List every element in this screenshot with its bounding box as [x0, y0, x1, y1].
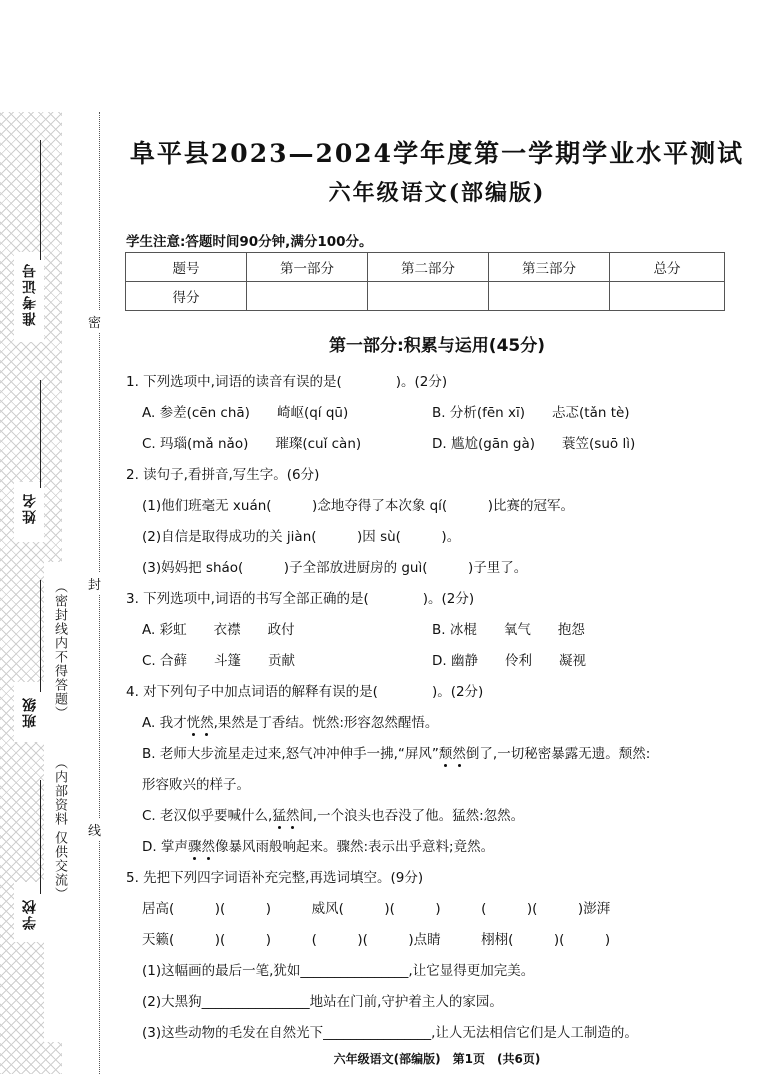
exam-number-underline	[40, 140, 41, 260]
school-underline	[40, 780, 41, 894]
q5-stem: 5. 先把下列四字词语补充完整,再选词填空。(9分)	[126, 870, 424, 886]
q3-option-b[interactable]: B. 冰棍 氧气 抱怨	[432, 622, 585, 638]
q4-option-c[interactable]	[142, 804, 524, 824]
emphasis-dotted-char: 骤	[187, 839, 202, 855]
page-footer: 六年级语文(部编版) 第1页 (共6页)	[333, 1052, 541, 1066]
emphasis-dotted-char: 猛	[272, 808, 286, 824]
q2-sentence-1: (1)他们班毫无 xuán( )念地夺得了本次象 qí( )比赛的冠军。	[142, 498, 574, 514]
score-header-cell: 题号	[126, 253, 247, 282]
label-exam-number: 准考证号	[22, 262, 38, 326]
emphasis-dotted-char: 恍	[186, 715, 201, 731]
q5-idiom-row-2: 天籁( )( ) ( )( )点睛 栩栩( )( )	[142, 932, 611, 948]
note-internal-material: （内部资料 仅供交流）	[52, 756, 67, 902]
note-no-answer-inside: （密封线内不得答题）	[52, 580, 67, 720]
score-input-cell[interactable]	[368, 282, 489, 311]
q4-c-suffix: 间,一个浪头也吞没了他。猛然:忽然。	[299, 808, 525, 824]
q4-stem: 4. 对下列句子中加点词语的解释有误的是( )。(2分)	[126, 684, 484, 700]
q1-option-c[interactable]: C. 玛瑙(mǎ nǎo) 璀璨(cuǐ càn)	[142, 436, 362, 452]
score-header-cell: 第三部分	[489, 253, 610, 282]
score-header-cell: 第一部分	[247, 253, 368, 282]
q4-c-prefix: C. 老汉似乎要喊什么,	[142, 808, 273, 824]
q4-a-dotted-word	[187, 715, 214, 731]
q3-option-a[interactable]: A. 彩虹 衣襟 政付	[142, 622, 295, 638]
name-underline	[40, 380, 41, 488]
score-input-cell[interactable]	[610, 282, 725, 311]
score-table-score-row	[126, 282, 725, 311]
score-header-cell: 第二部分	[368, 253, 489, 282]
emphasis-dotted-char: 然	[201, 839, 215, 855]
q2-sentence-3: (3)妈妈把 sháo( )子全部放进厨房的 guì( )子里了。	[142, 560, 528, 576]
q1-stem: 1. 下列选项中,词语的读音有误的是( )。(2分)	[126, 374, 448, 390]
q2-sentence-2: (2)自信是取得成功的关 jiàn( )因 sù( )。	[142, 529, 461, 545]
q4-option-a[interactable]	[142, 711, 438, 731]
q3-option-d[interactable]: D. 幽静 伶利 凝视	[432, 653, 586, 669]
q4-option-d[interactable]	[142, 835, 494, 855]
student-notice: 学生注意:答题时间90分钟,满分100分。	[126, 234, 373, 250]
q1-option-b[interactable]: B. 分析(fēn xī) 忐忑(tǎn tè)	[432, 405, 630, 421]
emphasis-dotted-char: 颓	[438, 746, 453, 762]
q1-option-a[interactable]: A. 参差(cēn chā) 崎岖(qí qū)	[142, 405, 349, 421]
seal-char-mi: 密	[88, 310, 101, 333]
q4-b-prefix: B. 老师大步流星走过来,怒气冲冲伸手一拂,“屏风”	[142, 746, 439, 762]
score-table	[125, 252, 725, 311]
exam-subtitle: 六年级语文(部编版)	[328, 180, 546, 206]
score-input-cell[interactable]	[247, 282, 368, 311]
q3-option-c[interactable]: C. 合藓 斗篷 贡献	[142, 653, 296, 669]
q5-sentence-1: (1)这幅画的最后一笔,犹如________________,让它显得更加完美。	[142, 963, 535, 979]
q5-sentence-3: (3)这些动物的毛发在自然光下________________,让人无法相信它们是人工制造的。	[142, 1025, 638, 1041]
q4-option-b-continued: 形容败兴的样子。	[142, 777, 250, 793]
seal-char-xian: 线	[88, 818, 101, 841]
score-header-cell: 总分	[610, 253, 725, 282]
exam-title: 阜平县2023—2024学年度第一学期学业水平测试	[129, 139, 745, 168]
emphasis-dotted-char: 然	[452, 746, 466, 762]
q3-stem: 3. 下列选项中,词语的书写全部正确的是( )。(2分)	[126, 591, 475, 607]
emphasis-dotted-char: 然	[285, 808, 300, 824]
q4-b-dotted-word	[439, 746, 466, 762]
seal-char-feng: 封	[88, 572, 101, 595]
class-underline	[40, 580, 41, 692]
q4-b-suffix: 倒了,一切秘密暴露无遗。颓然:	[465, 746, 651, 762]
q4-d-prefix: D. 掌声	[142, 839, 188, 855]
q4-a-prefix: A. 我才	[142, 715, 187, 731]
label-class: 班级	[22, 696, 38, 728]
label-name: 姓名	[22, 492, 38, 524]
q4-c-dotted-word	[272, 808, 299, 824]
q4-d-suffix: 像暴风雨般响起来。骤然:表示出乎意料;竟然。	[214, 839, 495, 855]
q4-d-dotted-word	[188, 839, 215, 855]
q5-sentence-2: (2)大黑狗________________地站在门前,守护着主人的家园。	[142, 994, 503, 1010]
emphasis-dotted-char: 然	[200, 715, 214, 731]
label-school: 学校	[22, 898, 38, 930]
score-input-cell[interactable]	[489, 282, 610, 311]
q1-option-d[interactable]: D. 尴尬(gān gà) 蓑笠(suō lì)	[432, 436, 636, 452]
q5-idiom-row-1: 居高( )( ) 威风( )( ) ( )( )澎湃	[142, 901, 611, 917]
part1-title: 第一部分:积累与运用(45分)	[329, 336, 545, 356]
score-table-header-row	[126, 253, 725, 282]
q2-stem: 2. 读句子,看拼音,写生字。(6分)	[126, 467, 320, 483]
q4-a-suffix: ,果然是丁香结。恍然:形容忽然醒悟。	[213, 715, 439, 731]
score-label-cell: 得分	[126, 282, 247, 311]
q4-option-b[interactable]	[142, 742, 650, 762]
